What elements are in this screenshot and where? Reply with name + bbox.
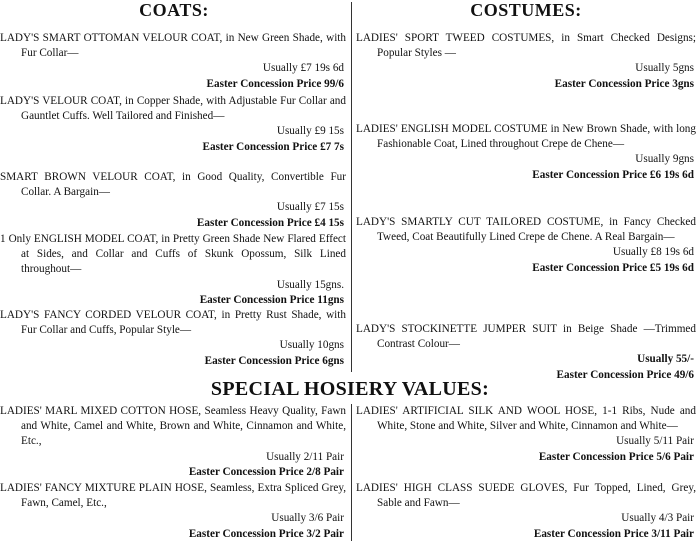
- costumes-heading: COSTUMES:: [470, 0, 582, 20]
- costume-item-4: [356, 322, 696, 383]
- usual-price: Usually £7 19s 6d: [262, 62, 344, 75]
- concession-price: Easter Concession Price 99/6: [206, 77, 344, 90]
- hosiery-item-1: [0, 404, 346, 480]
- costume-item-1: [356, 31, 696, 92]
- coat-item-5: [0, 308, 346, 369]
- item-description: SMART BROWN VELOUR COAT, in Good Quality, Convertible Fur Collar. A Bargain—: [0, 171, 346, 199]
- coat-item-2: [0, 94, 346, 155]
- costume-item-3: [356, 215, 696, 276]
- usual-price: Usually 15gns.: [276, 278, 344, 291]
- column-divider-lower: [351, 404, 352, 541]
- hosiery-item-3: [356, 404, 696, 465]
- concession-price: Easter Concession Price 3/2 Pair: [188, 527, 344, 540]
- item-description: LADY'S VELOUR COAT, in Copper Shade, with Adjustable Fur Collar and Gauntlet Cuffs. Well Tailored and Finished—: [0, 95, 346, 123]
- usual-price: Usually 4/3 Pair: [621, 512, 694, 525]
- concession-price: Easter Concession Price £5 19s 6d: [532, 261, 694, 274]
- concession-price: Easter Concession Price £7 7s: [202, 140, 344, 153]
- hosiery-item-4: [356, 481, 696, 542]
- concession-price: Easter Concession Price 6gns: [204, 354, 344, 367]
- usual-price: Usually 3/6 Pair: [271, 512, 344, 525]
- coats-heading: COATS:: [139, 0, 209, 20]
- item-description: LADIES' ARTIFICIAL SILK AND WOOL HOSE, 1-1 Ribs, Nude and White, Stone and White, Silver and White, Cinnamon and White—: [356, 405, 696, 433]
- hosiery-item-2: [0, 481, 346, 542]
- item-description: LADY'S FANCY CORDED VELOUR COAT, in Pretty Rust Shade, with Fur Collar and Cuffs, Popular Style—: [0, 309, 346, 337]
- item-description: 1 Only ENGLISH MODEL COAT, in Pretty Green Shade New Flared Effect at Sides, and Collar and Cuffs of Skunk Opossum, Silk Lined throughout—: [0, 233, 346, 276]
- costume-item-2: [356, 122, 696, 183]
- item-description: LADIES' MARL MIXED COTTON HOSE, Seamless Heavy Quality, Fawn and White, Camel and White, Brown and White, Cinnamon and White, Etc.,: [0, 405, 346, 448]
- usual-price: Usually 5gns: [635, 62, 694, 75]
- concession-price: Easter Concession Price 49/6: [556, 368, 694, 381]
- item-description: LADIES' HIGH CLASS SUEDE GLOVES, Fur Topped, Lined, Grey, Sable and Fawn—: [356, 482, 696, 510]
- usual-price: Usually £9 15s: [276, 125, 344, 138]
- concession-price: Easter Concession Price £4 15s: [196, 216, 344, 229]
- concession-price: Easter Concession Price 2/8 Pair: [188, 465, 344, 478]
- usual-price: Usually 10gns: [279, 339, 344, 352]
- coat-item-3: [0, 170, 346, 231]
- concession-price: Easter Concession Price 3/11 Pair: [533, 527, 694, 540]
- usual-price: Usually 2/11 Pair: [266, 450, 344, 463]
- item-description: LADY'S STOCKINETTE JUMPER SUIT in Beige Shade —Trimmed Contrast Colour—: [356, 323, 696, 351]
- column-divider: [351, 2, 352, 372]
- item-description: LADIES' FANCY MIXTURE PLAIN HOSE, Seamless, Extra Spliced Grey, Fawn, Camel, Etc.,: [0, 482, 346, 510]
- coat-item-1: [0, 31, 346, 92]
- usual-price: Usually £8 19s 6d: [612, 246, 694, 259]
- item-description: LADY'S SMARTLY CUT TAILORED COSTUME, in Fancy Checked Tweed, Coat Beautifully Lined Crepe de Chene. A Real Bargain—: [356, 216, 696, 244]
- concession-price: Easter Concession Price £6 19s 6d: [532, 168, 694, 181]
- coat-item-4: [0, 232, 346, 308]
- item-description: LADIES' ENGLISH MODEL COSTUME in New Brown Shade, with long Fashionable Coat, Lined throughout Crepe de Chene—: [356, 123, 696, 151]
- usual-price: Usually 55/-: [637, 353, 694, 366]
- concession-price: Easter Concession Price 11gns: [199, 293, 344, 306]
- usual-price: Usually 5/11 Pair: [616, 435, 694, 448]
- hosiery-heading: SPECIAL HOSIERY VALUES:: [210, 378, 490, 400]
- usual-price: Usually 9gns: [635, 153, 694, 166]
- item-description: LADY'S SMART OTTOMAN VELOUR COAT, in New Green Shade, with Fur Collar—: [0, 32, 346, 60]
- item-description: LADIES' SPORT TWEED COSTUMES, in Smart Checked Designs; Popular Styles —: [356, 32, 696, 60]
- concession-price: Easter Concession Price 3gns: [554, 77, 694, 90]
- usual-price: Usually £7 15s: [276, 201, 344, 214]
- concession-price: Easter Concession Price 5/6 Pair: [538, 450, 694, 463]
